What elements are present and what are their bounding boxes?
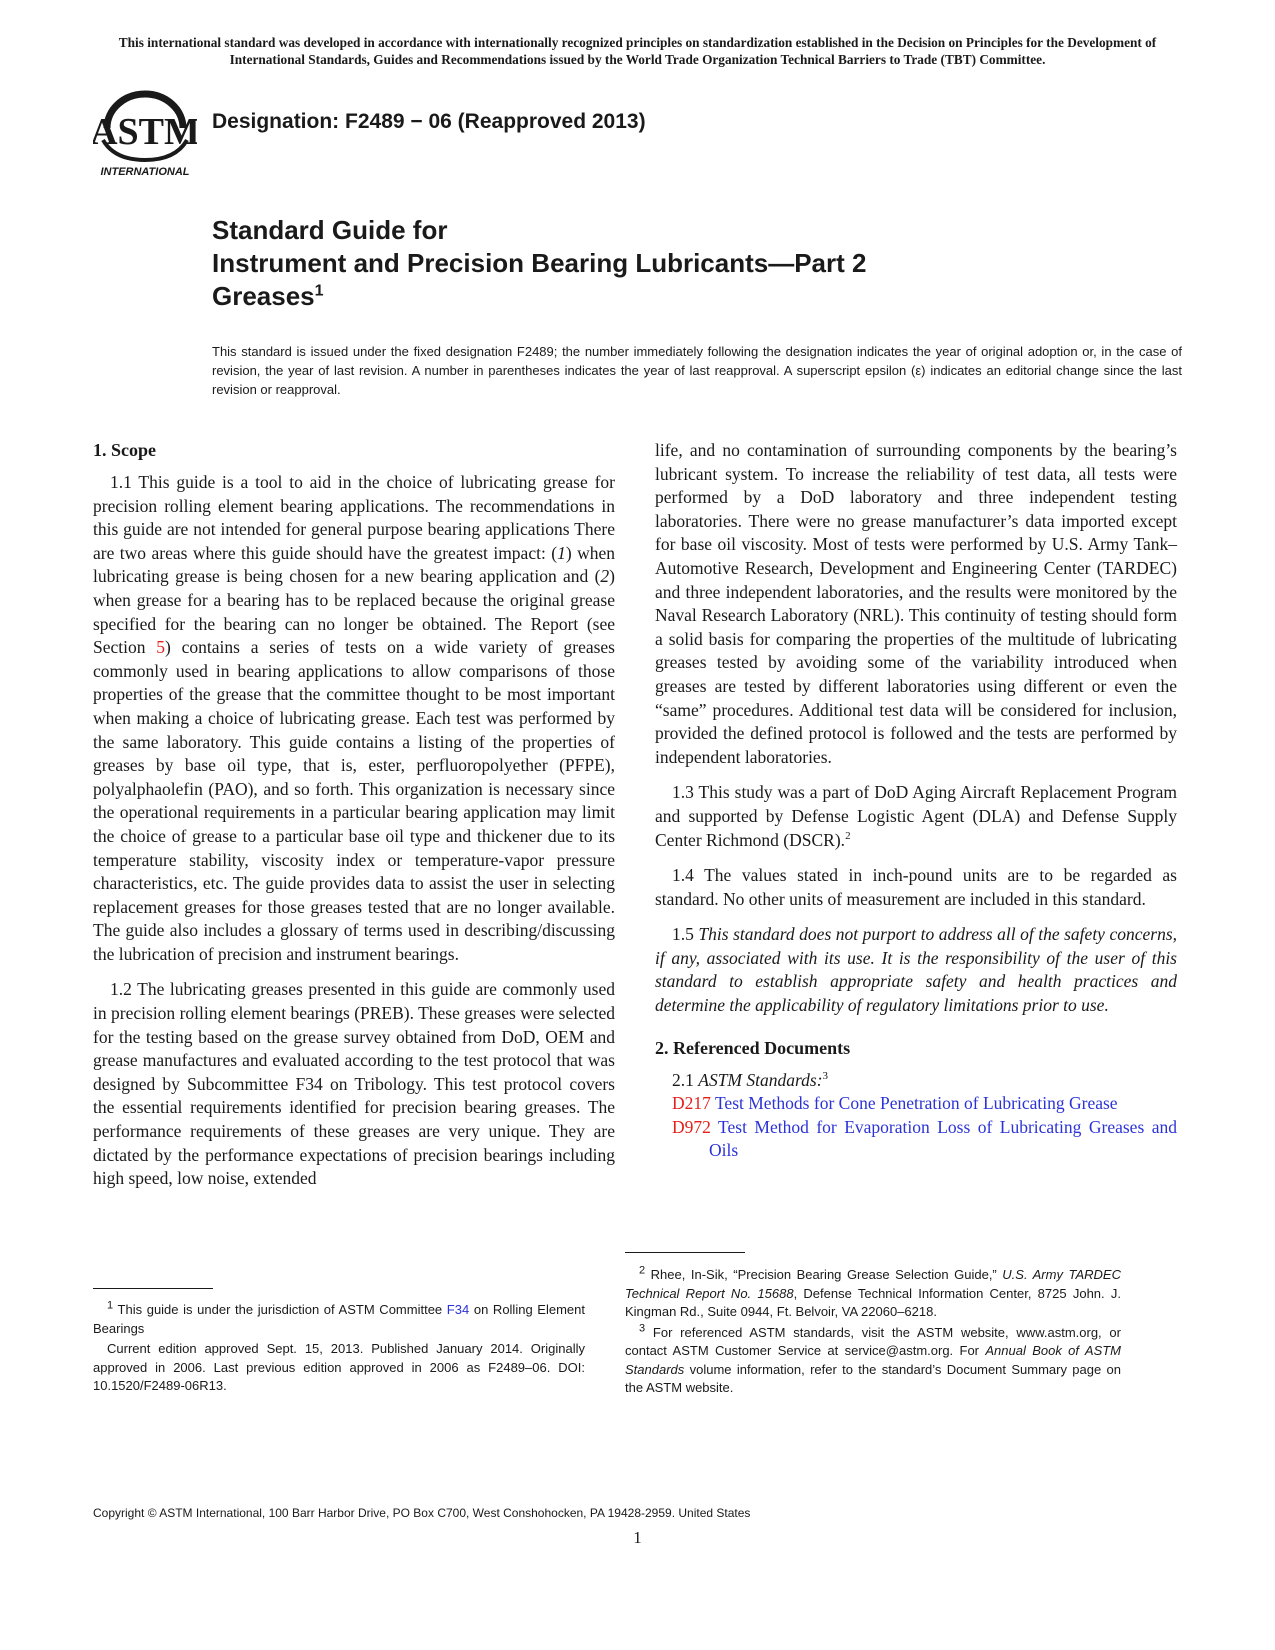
section-5-link[interactable]: 5 [156,637,166,658]
astm-logo [93,88,197,178]
scope-para-1-1: 1.1 This guide is a tool to aid in the choice of lubricating grease for precision rolling element bearing applications. The recommendations in this guide are not intended for general purpose bearing applications There are two areas where this guide should have the greatest impact: (1) when lubricating grease is being chosen for a new bearing application and (2) when grease for a bearing has to be replaced because the original grease specified for the bearing can no longer be obtained. The Report (see Section 5) contains a series of tests on a wide variety of greases commonly used in bearing applications to allow comparisons of those properties of the grease that the committee thought to be most important when making a choice of lubricating grease. Each test was performed by the same laboratory. This guide contains a listing of the properties of greases by base oil type, that is, ester, perfluoropolyether (PFPE), polyalphaolefin (PAO), and so forth. This organization is necessary since the operational requirements in a particular bearing application may limit the choice of grease to a particular base oil type and thickener due to its temperature stability, viscosity index or temperature-vapor pressure characteristics, etc. The guide provides data to assist the user in selecting replacement greases for those greases tested that are no longer available. The guide also includes a glossary of terms used in describing/discussing the lubrication of precision and instrument bearings. [93,472,615,964]
refdocs-para-2-1: 2.1 ASTM Standards:$^3$ [672,1069,829,1090]
scope-para-1-5: 1.5 This standard does not purport to address all of the safety concerns, if any, associated with its use. It is the responsibility of the user of this standard to establish appropriate safety and health practices and determine the applicability of regulatory limitations prior to use. [655,924,1178,1016]
page-title [212,214,866,313]
footnote-1: $^1$ This guide is under the jurisdiction of ASTM Committee F34 on Rolling Element Bearings Current edition approved Sept. 15, 2013. Published January 2014. Originally approved in 2006. Last previous edition approved in 2006 as F2489–06. DOI: 10.1520/F2489-06R13. [93,1301,585,1398]
designation: Designation: F2489 − 06 (Reapproved 2013) [212,110,646,133]
footnote-1-edition: Current edition approved Sept. 15, 2013. Published January 2014. Originally approved in 2006. Last previous edition approved in 2006 as F2489–06. DOI: 10.1520/F2489-06R13. [93,1341,585,1393]
ref-title[interactable]: Test Methods for Cone Penetration of Lubricating Grease [714,1093,1118,1114]
svg-text:ASTM: ASTM [93,111,197,153]
copyright-footer: Copyright © ASTM International, 100 Barr Harbor Drive, PO Box C700, West Conshohocken, PA 19428-2959. United States [93,1506,751,1520]
ref-item-d972[interactable] [672,1116,1177,1163]
ref-code[interactable]: D972 [672,1116,711,1137]
scope-para-1-3: 1.3 This study was a part of DoD Aging Aircraft Replacement Program and supported by Defense Logistic Agent (DLA) and Defense Supply Center Richmond (DSCR).$^2$ [655,782,1177,850]
header-notice: This international standard was developed in accordance with internationally recognized principles on standardization established in the Decision on Principles for the Development of International Standards, Guides and Recommendations issued by the World Trade Organization Technical Barriers to Trade (TBT) Committee. [118,35,1157,67]
issuance-note: This standard is issued under the fixed designation F2489; the number immediately following the designation indicates the year of original adoption or, in the case of revision, the year of last revision. A number in parentheses indicates the year of last reapproval. A superscript epsilon (ε) indicates an editorial change since the last revision or reapproval. [212,344,1182,397]
scope-para-1-2-continued: life, and no contamination of surrounding components by the bearing’s lubricant system. To increase the reliability of test data, all tests were performed by a DoD laboratory and three independent testing laboratories. There were no grease manufacturer’s data imported except for base oil viscosity. Most of tests were performed by U.S. Army Tank–Automotive Research, Development and Engineering Center (TARDEC) and three independent laboratories, and the results were monitored by the Naval Research Laboratory (NRL). This continuity of testing should form a solid basis for comparing the properties of the multitude of lubricating greases tested by avoiding some of the variability introduced when greases are tested by different laboratories using different or even the “same” procedures. Additional test data will be considered for inclusion, provided the defined protocol is followed and the tests are performed by independent laboratories. [655,440,1177,767]
scope-para-1-4: 1.4 The values stated in inch-pound units are to be regarded as standard. No other units of measurement are included in this standard. [655,865,1177,909]
ref-title[interactable]: Test Method for Evaporation Loss of Lubricating Greases and Oils [709,1116,1177,1161]
right-column [655,439,1177,1163]
footnote-rule-right [625,1252,745,1253]
title-line-3: Greases$^1$ [212,281,324,311]
ref-code[interactable]: D217 [672,1093,711,1114]
title-line-1: Standard Guide for [212,215,448,245]
title-footnote-mark: 1 [314,282,324,300]
svg-text:INTERNATIONAL: INTERNATIONAL [100,166,190,178]
left-column [93,440,615,1203]
committee-f34-link[interactable]: F34 [446,1302,470,1317]
page-number: 1 [633,1528,642,1547]
footnote-2: $^2$ Rhee, In-Sik, “Precision Bearing Grease Selection Guide,” U.S. Army TARDEC Technical Report No. 15688, Defense Technical Information Center, 8725 John. J. Kingman Rd., Suite 0944, Ft. Belvoir, VA 22060–6218. [625,1264,1121,1319]
footnotes-right [625,1266,1121,1400]
footnote-3: $^3$ For referenced ASTM standards, visit the ASTM website, www.astm.org, or contact ASTM Customer Service at service@astm.org. For Annual Book of ASTM Standards volume information, refer to the standard’s Document Summary page on the ASTM website. [625,1322,1122,1395]
footnote-rule-left [93,1288,213,1289]
scope-heading: 1. Scope [93,440,156,460]
title-line-2: Instrument and Precision Bearing Lubricants—Part 2 [212,248,867,278]
refdocs-heading: 2. Referenced Documents [655,1037,851,1058]
scope-para-1-2: 1.2 The lubricating greases presented in this guide are commonly used in precision rolling element bearings (PREB). These greases were selected for the testing based on the grease survey obtained from DoD, OEM and grease manufactures and evaluated according to the test protocol that was designed by Subcommittee F34 on Tribology. This test protocol covers the essential requirements identified for precision bearing greases. The performance requirements of these greases are very unique. They are dictated by the performance expectations of precision bearings including high speed, low noise, extended [93,979,615,1189]
ref-item-d217[interactable] [672,1092,1177,1116]
